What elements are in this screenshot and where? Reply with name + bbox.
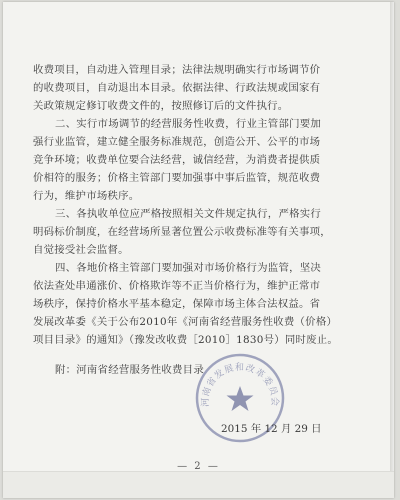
body-line-3: 关政策规定修订收费文件的，按照修订后的文件执行。 (33, 100, 289, 112)
page-edge-shadow (390, 2, 394, 498)
attachment-note: 附：河南省经营服务性收费目录 (55, 364, 204, 376)
body-line-1: 收费项目，自动进入管理目录；法律法规明确实行市场调节价 (33, 64, 321, 76)
page-number: — 2 — (177, 461, 220, 472)
body-line-16: 项目目录》的通知》（豫发改收费［2010］1830号）同时废止。 (33, 334, 339, 346)
body-line-8: 行为，维护市场秩序。 (33, 190, 140, 202)
body-line-6: 竞争环境；收费单位要合法经营，诚信经营，为消费者提供质 (33, 154, 321, 166)
svg-text:河南省发展和改革委员会: 河南省发展和改革委员会 (200, 363, 280, 407)
body-line-14: 场秩序，保持价格水平基本稳定，保障市场主体合法权益。省 (33, 298, 321, 310)
document-date: 2015 年 12 月 29 日 (221, 423, 322, 435)
body-line-12: 四、各地价格主管部门要加强对市场价格行为监管，坚决 (55, 262, 322, 274)
body-line-9: 三、各执收单位应严格按照相关文件规定执行，严格实行 (55, 208, 322, 220)
body-line-15: 发展改革委《关于公布2010年《河南省经营服务性收费（价格） (33, 316, 338, 328)
body-line-7: 价相符的服务；价格主管部门要加强事中事后监管，规范收费 (33, 172, 321, 184)
page-bottom-strip (3, 471, 394, 498)
body-line-2: 的收费项目，自动退出本目录。依据法律、行政法规或国家有 (33, 82, 321, 94)
seal-star-icon (227, 386, 254, 411)
body-line-4: 二、实行市场调节的经营服务性收费，行业主管部门要加 (55, 118, 322, 130)
body-line-5: 强行业监管，建立健全服务标准规范，创造公开、公平的市场 (33, 136, 321, 148)
document-page (3, 2, 394, 498)
body-line-13: 依法查处串通涨价、价格欺诈等不正当价格行为，维护正常市 (33, 280, 321, 292)
body-line-11: 自觉接受社会监督。 (33, 244, 129, 256)
body-line-10: 明码标价制度，在经营场所显著位置公示收费标准等有关事项， (33, 226, 331, 238)
